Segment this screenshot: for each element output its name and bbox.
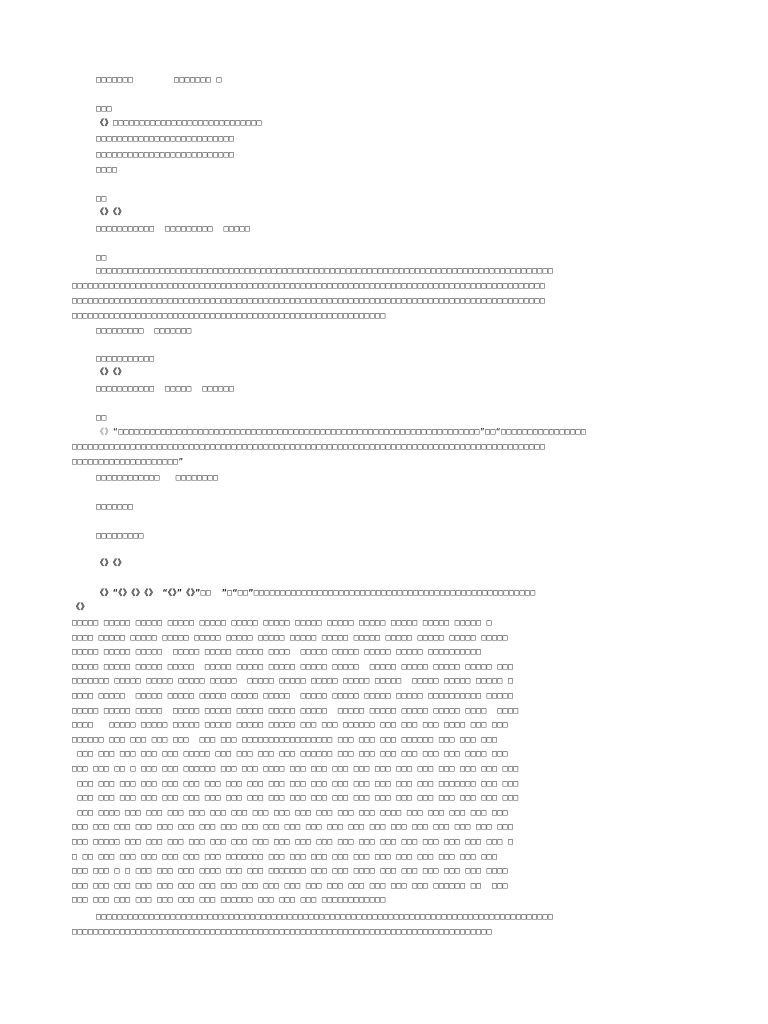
body-line: □□□□ □□□□□ □□□□□ □□□□□ □□□□□ □□□□□ □□□□□ □□□ □□□ □□□□□□ □□□ □□□ □□□ □□□□ □□□ □□□	[72, 720, 508, 730]
body-line: □□□ □□□ □□□ □□□ □□□ □□□ □□□ □□□ □□□ □□□ □□□ □□□ □□□ □□□ □□□ □□□ □□□ □□□□□□ □□ □□□	[72, 880, 508, 890]
section-label: □□□□□□□□□	[96, 531, 144, 540]
section-label: □□□□□□□□□□□	[96, 354, 155, 363]
paragraph-line: □□□□□□□□□□□□□□□□□□□□□□□□□□□□□□□□□□□□□□□□□□□□□□□□□□□□□□□□□□□□□□□□□□□□□□□□□□□□□□□□□□□□□□□□□	[72, 281, 546, 290]
section-title: 《》《》	[96, 367, 126, 376]
body-line: □□□ □□□□ □□□ □□□ □□□ □□□ □□□ □□□ □□□ □□□ □□□ □□□ □□□ □□□ □□□□ □□□ □□□ □□□ □□□ □□□	[72, 807, 508, 817]
closing-line: □□□□□□□□□□□□□□□□□□□□□□□□□□□□□□□□□□□□□□□□□□□□□□□□□□□□□□□□□□□□□□□□□□□□□□□□□□□□□□□	[72, 927, 492, 936]
section-line: □□□□□□□□□□□□□□□□□□□□□□□□□□	[96, 150, 235, 159]
section-meta: □□□□□□□□□□□ □□□□□□□□□ □□□□□	[96, 224, 251, 233]
section-title: 《》《》	[96, 207, 126, 216]
main-title-end: 《》	[72, 602, 89, 611]
body-line: □□□ □□□□□ □□□ □□□ □□□ □□□ □□□ □□□ □□□ □□□ □□□ □□□ □□□ □□□ □□□ □□□ □□□ □□□ □□□ □□□ □	[72, 837, 514, 846]
body-line: □□□ □□□ □□□ □□□ □□□ □□□ □□□ □□□ □□□ □□□ □□□ □□□ □□□ □□□ □□□ □□□ □□□ □□□ □□□ □□□ □□□	[72, 793, 519, 803]
body-line: □□□□□ □□□□□ □□□□□ □□□□□ □□□□□ □□□□□ □□□□ □□□□□ □□□□□ □□□□□ □□□□□ □□□□□□□□□□	[72, 647, 482, 657]
body-line: □□□□□ □□□□□ □□□□□ □□□□□ □□□□□ □□□□□ □□□□□ □□□□□ □□□□□ □□□□□ □□□□□ □□□□□ □□□□ □□□□	[72, 705, 519, 715]
header-right: □□□□□□□ □	[174, 75, 222, 84]
section-line: □□□□□□□□□□□□□□□□□□□□□□□□□□	[96, 134, 235, 143]
body-line: □□□□ □□□□□ □□□□□ □□□□□ □□□□□ □□□□□ □□□□□ □□□□□ □□□□□ □□□□□ □□□□□ □□□□□□□□□□ □□□□□	[72, 691, 514, 700]
section-label: □□□	[96, 104, 112, 113]
section-title: 《》《》	[96, 558, 126, 567]
body-line: □□□□ □□□□□ □□□□□ □□□□□ □□□□□ □□□□□ □□□□□ □□□□□ □□□□□ □□□□□ □□□□□ □□□□□ □□□□□ □□□□□	[72, 632, 508, 642]
body-line: □□□ □□□ □□□ □□□ □□□ □□□□□ □□□ □□□ □□□ □□□ □□□□□□ □□□ □□□ □□□ □□□ □□□ □□□ □□□□ □□□	[72, 749, 508, 759]
section-line: □□□□	[96, 165, 118, 174]
body-line: □□□ □□□ □□ □ □□□ □□□ □□□□□□ □□□ □□□ □□□□ □□□ □□□ □□□ □□□ □□□ □□□ □□□ □□□ □□□ □□□ □□□	[72, 764, 519, 773]
header-left: □□□□□□□	[96, 75, 134, 84]
section-label: □□	[96, 413, 107, 422]
body-line: □□□□□□□ □□□□□ □□□□□ □□□□□ □□□□□ □□□□□ □□□□□ □□□□□ □□□□□ □□□□□ □□□□□ □□□□□ □□□□□ □	[72, 676, 514, 686]
body-line: □□□ □□□ □□□ □□□ □□□ □□□ □□□ □□□□□□ □□□ □□□ □□□ □□□□□□□□□□□□	[72, 895, 386, 905]
body-line: □□□□□ □□□□□ □□□□□ □□□□□ □□□□□ □□□□□ □□□□□ □□□□□ □□□□□ □□□□□ □□□□□ □□□□□ □□□□□ □	[72, 618, 492, 627]
section-meta: □□□□□□□□□□□□ □□□□□□□□	[96, 473, 219, 482]
section-label: □□□□□□□	[96, 502, 134, 511]
section-meta: □□□□□□□□□ □□□□□□□	[96, 326, 192, 335]
body-line: □□□ □□□ □□□ □□□ □□□ □□□ □□□ □□□ □□□ □□□ □□□ □□□ □□□ □□□ □□□ □□□ □□□ □□□ □□□ □□□ □□□	[72, 822, 514, 832]
section-meta: □□□□□□□□□□□ □□□□□ □□□□□□	[96, 384, 235, 393]
body-line: □ □□ □□□ □□□ □□□ □□□ □□□ □□□ □□□□□□□ □□□ □□□ □□□ □□□ □□□ □□□ □□□ □□□ □□□ □□□ □□□	[72, 851, 498, 861]
body-line: □□□□□□ □□□ □□□ □□□ □□□ □□□ □□□ □□□□□□□□□□□□□□□□□ □□□ □□□ □□□ □□□□□□ □□□ □□□ □□□	[72, 734, 498, 744]
body-line: □□□ □□□ □ □ □□□ □□□ □□□ □□□□ □□□ □□□ □□□□□□□ □□□ □□□ □□□□ □□□ □□□ □□□ □□□ □□□ □□□□	[72, 866, 508, 876]
closing-line: □□□□□□□□□□□□□□□□□□□□□□□□□□□□□□□□□□□□□□□□□□□□□□□□□□□□□□□□□□□□□□□□□□□□□□□□□□□□□□□□□□□□□□	[96, 912, 554, 921]
paragraph-line: □□□□□□□□□□□□□□□□□□□□□□□□□□□□□□□□□□□□□□□□□□□□□□□□□□□□□□□□□□□□□□□□□□□□□□□□□□□□□□□□□□□□□□	[96, 266, 554, 275]
section-title: 《》□□□□□□□□□□□□□□□□□□□□□□□□□□□□	[96, 118, 262, 127]
paragraph-line: 《》“□□□□□□□□□□□□□□□□□□□□□□□□□□□□□□□□□□□□□□□□□□□□□□□□□□□□□□□□□□□□□□□□□□□□”□□“□□□□□□□□□□□□□□□□	[96, 427, 587, 436]
section-label: □□	[96, 253, 107, 262]
paragraph-line: □□□□□□□□□□□□□□□□□□□□□□□□□□□□□□□□□□□□□□□□□□□□□□□□□□□□□□□□□□□□□□□□□□□□□□□□□□□□□□□□□□□□□□□□□	[72, 296, 546, 305]
paragraph-line: □□□□□□□□□□□□□□□□□□□□”	[72, 457, 184, 466]
body-line: □□□□□ □□□□□ □□□□□ □□□□□ □□□□□ □□□□□ □□□□□ □□□□□ □□□□□ □□□□□ □□□□□ □□□□□ □□□□□ □□□	[72, 661, 514, 671]
body-line: □□□ □□□ □□□ □□□ □□□ □□□ □□□ □□□ □□□ □□□ □□□ □□□ □□□ □□□ □□□ □□□ □□□ □□□□□□□ □□□ □□□	[72, 778, 519, 788]
paragraph-line: □□□□□□□□□□□□□□□□□□□□□□□□□□□□□□□□□□□□□□□□□□□□□□□□□□□□□□□□□□□	[72, 311, 386, 320]
main-title: 《》“《》《》《》 “《》”《》”□□ ”□“□□”□□□□□□□□□□□□□□□□□□□□□□□□□□□□□□□□□□□□□□□□□□□□□□□□□□□□□	[96, 588, 536, 597]
section-label: □□	[96, 194, 107, 203]
paragraph-line: □□□□□□□□□□□□□□□□□□□□□□□□□□□□□□□□□□□□□□□□□□□□□□□□□□□□□□□□□□□□□□□□□□□□□□□□□□□□□□□□□□□□□□□□□	[72, 442, 546, 451]
